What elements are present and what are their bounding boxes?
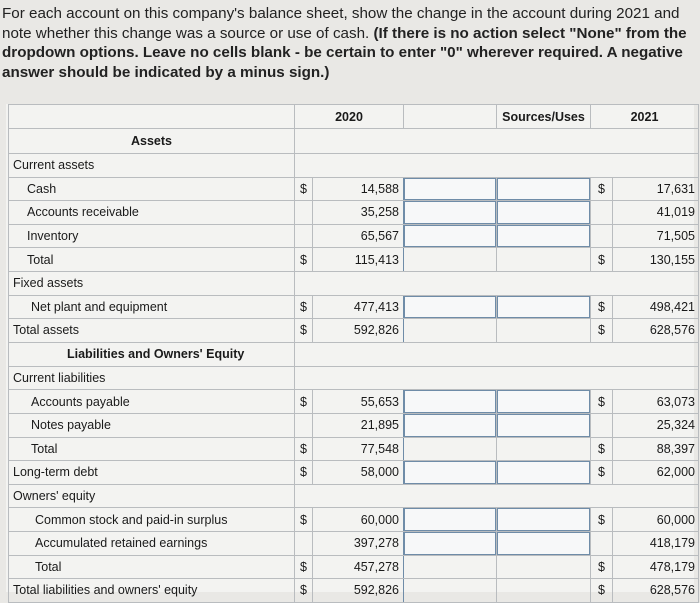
value-2021: 60,000: [613, 508, 699, 532]
table-row: [9, 508, 699, 532]
instructions-text: For each account on this company's balance sheet, show the change in the account during 2021 and note whether this change was a source or use of cash.: [2, 5, 680, 42]
value-2020: 55,653: [313, 390, 404, 414]
table-row: [9, 531, 699, 555]
instructions: [2, 4, 692, 82]
currency-symbol: $: [591, 508, 613, 532]
currency-symbol: $: [591, 319, 613, 343]
value-2020: 60,000: [313, 508, 404, 532]
assets-title-row: [9, 129, 699, 154]
row-label: Total: [9, 555, 295, 579]
value-2020: 115,413: [313, 248, 404, 272]
assets-heading: Assets: [9, 129, 295, 154]
change-input[interactable]: [404, 508, 497, 532]
row-label: Accumulated retained earnings: [9, 531, 295, 555]
value-2021: 498,421: [613, 295, 699, 319]
header-2021: 2021: [591, 105, 699, 129]
currency-symbol: $: [591, 390, 613, 414]
table-row: [9, 484, 699, 508]
current-assets-heading: Current assets: [9, 154, 295, 178]
header-2020: 2020: [295, 105, 404, 129]
change-input[interactable]: [404, 461, 497, 485]
source-use-dropdown[interactable]: [497, 295, 591, 319]
source-use-dropdown[interactable]: [497, 413, 591, 437]
source-use-dropdown[interactable]: [497, 508, 591, 532]
change-input[interactable]: [404, 224, 497, 248]
value-2021: 71,505: [613, 224, 699, 248]
currency-symbol: $: [295, 295, 313, 319]
currency-symbol: $: [591, 437, 613, 461]
row-label: Inventory: [9, 224, 295, 248]
value-2021: 25,324: [613, 413, 699, 437]
currency-symbol: $: [295, 461, 313, 485]
source-use-dropdown[interactable]: [497, 224, 591, 248]
table-row: [9, 437, 699, 461]
liab-equity-heading: Liabilities and Owners' Equity: [9, 342, 295, 366]
source-use-dropdown[interactable]: [497, 201, 591, 225]
currency-symbol: $: [591, 555, 613, 579]
currency-symbol: $: [295, 508, 313, 532]
value-2020: 21,895: [313, 413, 404, 437]
instructions-bold: (If there is no action select "None" from the dropdown options. Leave no cells blank - be certain to enter "0" wherever required. A negative answer should be indicated by a minus sign.): [2, 24, 687, 81]
table-row: [9, 366, 699, 390]
currency-symbol: $: [295, 319, 313, 343]
table-row: [9, 461, 699, 485]
value-2021: 628,576: [613, 319, 699, 343]
source-use-dropdown[interactable]: [497, 390, 591, 414]
table-row: [9, 248, 699, 272]
value-2020: 65,567: [313, 224, 404, 248]
change-input[interactable]: [404, 201, 497, 225]
currency-symbol: $: [295, 177, 313, 201]
table-row: [9, 295, 699, 319]
source-use-dropdown[interactable]: [497, 531, 591, 555]
change-input[interactable]: [404, 177, 497, 201]
currency-symbol: $: [295, 437, 313, 461]
currency-symbol: $: [591, 461, 613, 485]
table-row: [9, 413, 699, 437]
fixed-assets-heading: Fixed assets: [9, 271, 295, 295]
row-label: Long-term debt: [9, 461, 295, 485]
table-row: [9, 224, 699, 248]
currency-symbol: $: [591, 295, 613, 319]
value-2021: 418,179: [613, 531, 699, 555]
value-2020: 457,278: [313, 555, 404, 579]
table-row: [9, 390, 699, 414]
value-2020: 58,000: [313, 461, 404, 485]
value-2021: 478,179: [613, 555, 699, 579]
change-input[interactable]: [404, 413, 497, 437]
value-2020: 77,548: [313, 437, 404, 461]
row-label: Total: [9, 437, 295, 461]
currency-symbol: $: [591, 177, 613, 201]
row-label: Accounts receivable: [9, 201, 295, 225]
value-2020: 35,258: [313, 201, 404, 225]
value-2021: 88,397: [613, 437, 699, 461]
table-row: [9, 555, 699, 579]
header-sources-uses: Sources/Uses: [497, 105, 591, 129]
currency-symbol: $: [295, 248, 313, 272]
source-use-dropdown[interactable]: [497, 177, 591, 201]
balance-sheet-table: [8, 104, 699, 603]
table-row: [9, 319, 699, 343]
value-2020: 592,826: [313, 319, 404, 343]
row-label: Total assets: [9, 319, 295, 343]
table-row: [9, 177, 699, 201]
value-2020: 592,826: [313, 579, 404, 603]
currency-symbol: $: [591, 248, 613, 272]
value-2020: 477,413: [313, 295, 404, 319]
owners-equity-heading: Owners' equity: [9, 484, 295, 508]
source-use-dropdown[interactable]: [497, 461, 591, 485]
currency-symbol: $: [295, 579, 313, 603]
current-liabilities-heading: Current liabilities: [9, 366, 295, 390]
liabilities-title-row: [9, 342, 699, 366]
row-label: Common stock and paid-in surplus: [9, 508, 295, 532]
table-row: [9, 271, 699, 295]
value-2020: 397,278: [313, 531, 404, 555]
currency-symbol: $: [295, 555, 313, 579]
row-label: Total: [9, 248, 295, 272]
value-2021: 130,155: [613, 248, 699, 272]
change-input[interactable]: [404, 531, 497, 555]
value-2021: 41,019: [613, 201, 699, 225]
currency-symbol: $: [295, 390, 313, 414]
value-2021: 63,073: [613, 390, 699, 414]
currency-symbol: $: [591, 579, 613, 603]
table-row: [9, 201, 699, 225]
value-2020: 14,588: [313, 177, 404, 201]
value-2021: 62,000: [613, 461, 699, 485]
change-input[interactable]: [404, 295, 497, 319]
row-label: Cash: [9, 177, 295, 201]
change-input[interactable]: [404, 390, 497, 414]
table-row: [9, 154, 699, 178]
value-2021: 628,576: [613, 579, 699, 603]
row-label: Total liabilities and owners' equity: [9, 579, 295, 603]
header-row: [9, 105, 699, 129]
table-row: [9, 579, 699, 603]
row-label: Notes payable: [9, 413, 295, 437]
row-label: Accounts payable: [9, 390, 295, 414]
value-2021: 17,631: [613, 177, 699, 201]
row-label: Net plant and equipment: [9, 295, 295, 319]
